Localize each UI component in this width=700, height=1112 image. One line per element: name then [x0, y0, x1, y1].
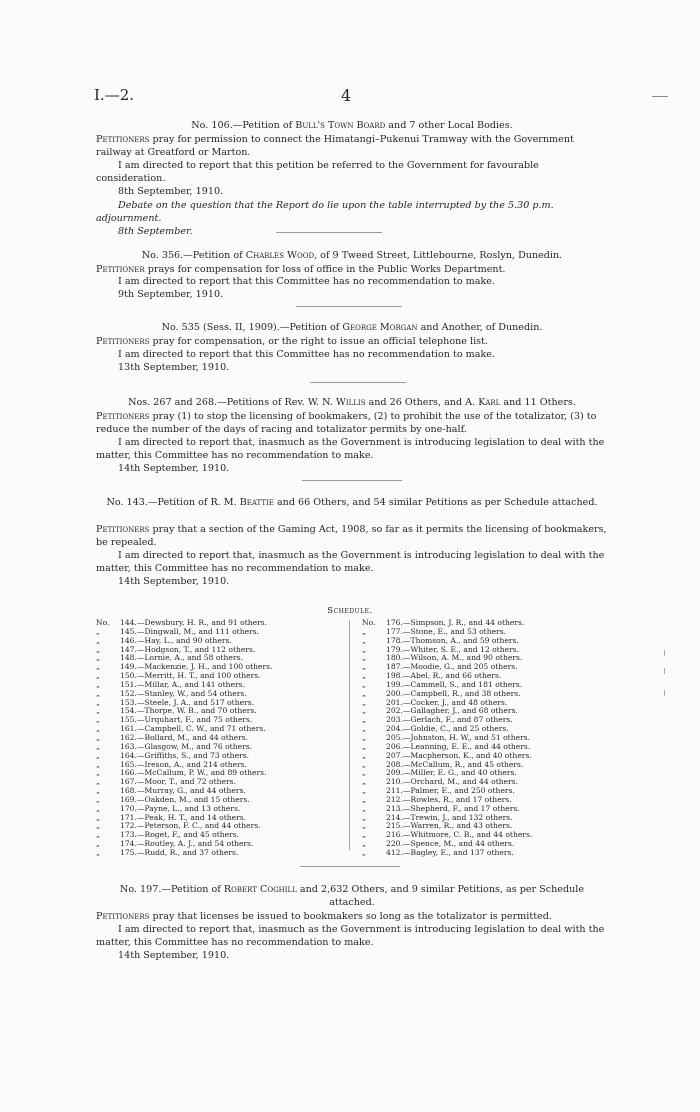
section-divider — [296, 306, 402, 307]
entry-text: 168.—Murray, G., and 44 others. — [120, 786, 246, 796]
entry-prefix: „ — [362, 724, 366, 734]
entry-prefix: „ — [362, 626, 366, 636]
entry-text: 150.—Merritt, H. T., and 100 others. — [120, 671, 261, 681]
entry-text: 220.—Spence, M., and 44 others. — [386, 839, 515, 849]
entry-text: 206.—Leanning, E. E., and 44 others. — [386, 741, 531, 751]
entry-prefix: „ — [96, 732, 100, 742]
entry-text: 210.—Orchard, M., and 44 others. — [386, 777, 519, 787]
entry-prefix: „ — [362, 671, 366, 681]
committee-report: I am directed to report that, inasmuch as the Government is introducing legislation to deal with the matter, this Committee has no recommendation to make. — [96, 924, 605, 948]
entry-prefix: „ — [362, 644, 366, 654]
petition-title: No. 143.—Petition of R. M. Beattie and 66 Others, and 54 similar Petitions as per Schedule attached. — [106, 497, 598, 508]
entry-prefix: „ — [362, 732, 366, 742]
report-date: 14th September, 1910. — [118, 463, 230, 474]
entry-prefix: „ — [96, 794, 100, 804]
petition-body: Petitioners pray that licenses be issued to bookmakers so long as the totalizator is permitted. — [96, 911, 552, 922]
entry-text: 176.—Simpson, J. R., and 44 others. — [386, 618, 525, 627]
petition-title: No. 535 (Sess. II, 1909).—Petition of George Morgan and Another, of Dunedin. — [161, 322, 543, 333]
margin-mark — [664, 650, 665, 656]
entry-text: 153.—Steele, J. A., and 517 others. — [120, 697, 255, 707]
committee-report: I am directed to report that this Committee has no recommendation to make. — [118, 349, 496, 360]
petition-body: Petitioners pray for compensation, or the right to issue an official telephone list. — [96, 336, 488, 347]
entry-text: 209.—Miller, E. G., and 40 others. — [386, 768, 517, 778]
entry-text: 215.—Warren, R., and 43 others. — [386, 821, 513, 831]
entry-text: 167.—Moor, T., and 72 others. — [120, 777, 236, 787]
entry-text: 199.—Cammell, S., and 181 others. — [386, 679, 523, 689]
entry-prefix: „ — [362, 706, 366, 716]
entry-text: 172.—Peterson, F. C., and 44 others. — [120, 821, 261, 831]
entry-text: 171.—Peak, H. T., and 14 others. — [120, 812, 247, 822]
entry-text: 216.—Whitmore, C. B., and 44 others. — [386, 830, 533, 840]
entry-text: 151.—Millar, A., and 141 others. — [120, 679, 245, 689]
petition-title: Nos. 267 and 268.—Petitions of Rev. W. N. Willis and 26 Others, and A. Karl and 11 Others. — [128, 397, 576, 408]
entry-prefix: „ — [96, 724, 100, 734]
schedule-right-column — [362, 619, 532, 858]
schedule-left-column — [96, 619, 273, 858]
entry-prefix: „ — [362, 697, 366, 707]
entry-text: 174.—Routley, A. J., and 54 others. — [120, 839, 254, 849]
entry-prefix: „ — [362, 847, 366, 857]
entry-prefix: „ — [362, 777, 366, 787]
margin-mark — [664, 690, 665, 696]
entry-text: 204.—Goldie, C., and 25 others. — [386, 724, 509, 734]
entry-prefix: „ — [96, 688, 100, 698]
entry-text: 198.—Abel, R., and 66 others. — [386, 671, 502, 681]
entry-text: 213.—Shepherd, F., and 17 others. — [386, 803, 520, 813]
report-date: 14th September, 1910. — [118, 950, 230, 961]
entry-prefix: „ — [96, 635, 100, 645]
entry-text: 145.—Dingwall, M., and 111 others. — [120, 626, 260, 636]
column-divider — [349, 620, 350, 850]
entry-prefix: „ — [96, 741, 100, 751]
entry-text: 161.—Campbell, C. W., and 71 others. — [120, 724, 266, 734]
petition-body: Petitioners pray that a section of the Gaming Act, 1908, so far as it permits the licensing of bookmakers, be repealed. — [96, 524, 607, 548]
entry-text: 155.—Urquhart, F., and 75 others. — [120, 715, 253, 725]
entry-text: 144.—Dewsbury, H. R., and 91 others. — [120, 618, 268, 627]
entry-prefix: „ — [96, 839, 100, 849]
entry-prefix: „ — [96, 644, 100, 654]
entry-prefix: „ — [96, 679, 100, 689]
petition-title: No. 356.—Petition of Charles Wood, of 9 Tweed Street, Littlebourne, Roslyn, Dunedin. — [141, 250, 563, 261]
entry-text: 178.—Thomson, A., and 59 others. — [386, 635, 519, 645]
entry-text: 148.—Lornie, A., and 58 others. — [120, 653, 243, 663]
entry-prefix: No. — [96, 618, 110, 627]
paper-reference: I.—2. — [94, 86, 135, 104]
entry-prefix: „ — [362, 821, 366, 831]
entry-text: 207.—Macpherson, K., and 40 others. — [386, 750, 532, 760]
entry-text: 162.—Bollard, M., and 44 others. — [120, 732, 249, 742]
petition-body: Petitioners pray for permission to connect the Himatangi–Pukenui Tramway with the Government railway at Greatford or Marton. — [96, 134, 574, 158]
committee-report: I am directed to report that this petition be referred to the Government for favourable consideration. — [96, 160, 539, 184]
entry-prefix: „ — [96, 706, 100, 716]
entry-text: 211.—Palmer, E., and 250 others. — [386, 786, 515, 796]
entry-prefix: „ — [96, 715, 100, 725]
entry-prefix: „ — [362, 750, 366, 760]
entry-text: 173.—Roget, F., and 45 others. — [120, 830, 240, 840]
entry-prefix: „ — [362, 635, 366, 645]
entry-text: 180.—Wilson, A. M., and 90 others. — [386, 653, 523, 663]
entry-prefix: „ — [96, 768, 100, 778]
committee-report: I am directed to report that, inasmuch as the Government is introducing legislation to deal with the matter, this Committee has no recommendation to make. — [96, 550, 605, 574]
committee-report: I am directed to report that this Committee has no recommendation to make. — [118, 276, 496, 287]
entry-prefix: „ — [96, 803, 100, 813]
entry-prefix: „ — [96, 812, 100, 822]
entry-prefix: „ — [96, 653, 100, 663]
entry-prefix: „ — [362, 839, 366, 849]
entry-text: 412.—Bagley, E., and 137 others. — [386, 847, 514, 857]
entry-prefix: „ — [96, 662, 100, 672]
entry-prefix: „ — [96, 821, 100, 831]
entry-text: 200.—Campbell, R., and 38 others. — [386, 688, 521, 698]
entry-text: 170.—Payne, L., and 13 others. — [120, 803, 241, 813]
entry-prefix: „ — [96, 626, 100, 636]
entry-prefix: „ — [96, 671, 100, 681]
petition-body: Petitioner prays for compensation for loss of office in the Public Works Department. — [96, 264, 506, 275]
petition-body: Petitioners pray (1) to stop the licensing of bookmakers, (2) to prohibit the use of the totalizator, (3) to reduce the number of the days of racing and totalizator permits by one-half. — [96, 411, 597, 435]
report-date: 8th September, 1910. — [118, 186, 224, 197]
entry-text: 201.—Cocker, J., and 48 others. — [386, 697, 508, 707]
entry-prefix: „ — [362, 812, 366, 822]
entry-prefix: „ — [362, 679, 366, 689]
page-number: 4 — [341, 86, 352, 105]
entry-text: 149.—Mackenzie, J. H., and 100 others. — [120, 662, 273, 672]
debate-date: 8th September. — [118, 226, 193, 237]
entry-prefix: „ — [96, 697, 100, 707]
entry-prefix: „ — [362, 786, 366, 796]
entry-text: 187.—Moodie, G., and 205 others. — [386, 662, 518, 672]
report-date: 14th September, 1910. — [118, 576, 230, 587]
entry-text: 202.—Gallagher, J., and 68 others. — [386, 706, 518, 716]
entry-text: 152.—Stanley, W., and 54 others. — [120, 688, 247, 698]
entry-prefix: „ — [362, 830, 366, 840]
entry-text: 164.—Griffiths, S., and 73 others. — [120, 750, 250, 760]
report-date: 13th September, 1910. — [118, 362, 230, 373]
entry-prefix: „ — [96, 830, 100, 840]
entry-text: 166.—McCallum, P. W., and 89 others. — [120, 768, 267, 778]
entry-prefix: „ — [96, 777, 100, 787]
entry-prefix: „ — [362, 688, 366, 698]
entry-prefix: No. — [362, 618, 376, 627]
petition-title: No. 106.—Petition of Bull's Town Board and 7 other Local Bodies. — [191, 120, 513, 131]
margin-mark — [652, 96, 668, 97]
section-divider — [310, 382, 406, 383]
margin-mark — [664, 668, 665, 674]
entry-text: 212.—Rowles, R., and 17 others. — [386, 794, 512, 804]
entry-text: 214.—Trewin, J., and 132 others. — [386, 812, 513, 822]
debate-note: Debate on the question that the Report do lie upon the table interrupted by the 5.30 p.m. adjournment. — [96, 200, 554, 224]
entry-text: 205.—Johnston, H. W., and 51 others. — [386, 732, 531, 742]
entry-text: 154.—Thorpe, W. B., and 70 others. — [120, 706, 257, 716]
entry-prefix: „ — [362, 653, 366, 663]
entry-prefix: „ — [96, 759, 100, 769]
entry-prefix: „ — [362, 741, 366, 751]
report-date: 9th September, 1910. — [118, 289, 224, 300]
schedule-title: Schedule. — [327, 606, 373, 616]
entry-text: 203.—Gerlach, F., and 87 others. — [386, 715, 513, 725]
entry-prefix: „ — [362, 794, 366, 804]
entry-text: 147.—Hodgson, T., and 112 others. — [120, 644, 256, 654]
section-divider — [300, 866, 400, 867]
entry-prefix: „ — [96, 750, 100, 760]
committee-report: I am directed to report that, inasmuch as the Government is introducing legislation to deal with the matter, this Committee has no recommendation to make. — [96, 437, 605, 461]
entry-text: 165.—Ireson, A., and 214 others. — [120, 759, 248, 769]
entry-prefix: „ — [362, 662, 366, 672]
entry-text: 208.—McCallum, R., and 45 others. — [386, 759, 524, 769]
entry-prefix: „ — [362, 759, 366, 769]
entry-text: 175.—Rudd, R., and 37 others. — [120, 847, 239, 857]
section-divider — [302, 480, 402, 481]
entry-prefix: „ — [96, 786, 100, 796]
entry-text: 177.—Stone, E., and 53 others. — [386, 626, 507, 636]
entry-text: 179.—Whiter, S. E., and 12 others. — [386, 644, 520, 654]
petition-title: No. 197.—Petition of Robert Coghill and 2,632 Others, and 9 similar Petitions, as per Schedule attached. — [119, 884, 585, 908]
entry-prefix: „ — [362, 715, 366, 725]
entry-prefix: „ — [96, 847, 100, 857]
entry-prefix: „ — [362, 768, 366, 778]
entry-text: 146.—Hay, L., and 90 others. — [120, 635, 232, 645]
schedule-entry — [96, 849, 273, 858]
schedule-entry — [362, 849, 532, 858]
entry-text: 163.—Glasgow, M., and 76 others. — [120, 741, 253, 751]
entry-prefix: „ — [362, 803, 366, 813]
entry-text: 169.—Oakden, M., and 15 others. — [120, 794, 250, 804]
section-divider — [276, 232, 382, 233]
